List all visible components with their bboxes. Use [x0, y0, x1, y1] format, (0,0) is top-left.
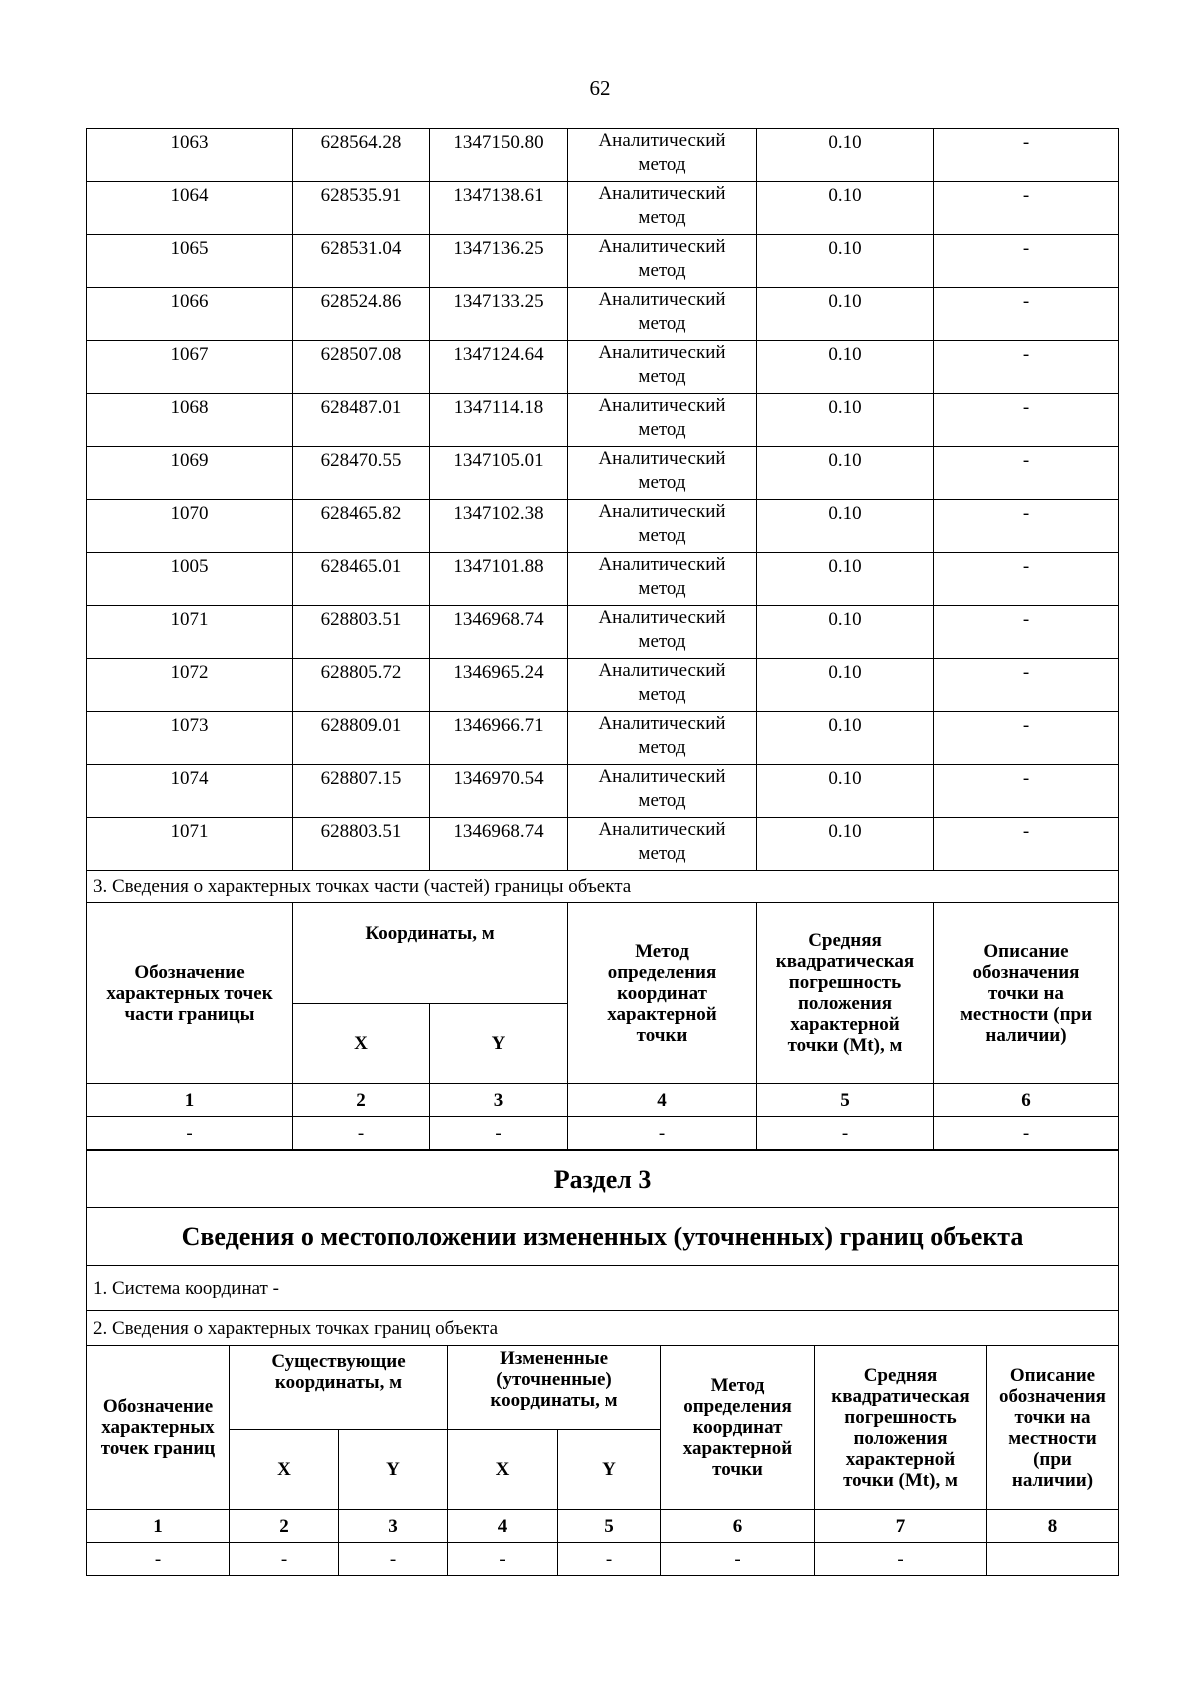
point-id: 1005 [87, 553, 293, 606]
empty-cell: - [815, 1543, 987, 1576]
column-number: 7 [815, 1510, 987, 1543]
mt-value: 0.10 [757, 394, 934, 447]
point-id: 1073 [87, 712, 293, 765]
column-number: 2 [293, 1084, 430, 1117]
empty-cell: - [558, 1543, 661, 1576]
header-changed-x: X [448, 1430, 558, 1510]
header-changed-y: Y [558, 1430, 661, 1510]
x-coordinate: 628465.82 [293, 500, 430, 553]
table1-column-numbers [87, 1084, 1119, 1117]
y-coordinate: 1347105.01 [430, 447, 568, 500]
method: Аналитический метод [568, 129, 757, 182]
empty-cell: - [430, 1117, 568, 1150]
empty-cell: - [87, 1543, 230, 1576]
table-row [87, 500, 1119, 553]
y-coordinate: 1347136.25 [430, 235, 568, 288]
x-coordinate: 628535.91 [293, 182, 430, 235]
y-coordinate: 1347124.64 [430, 341, 568, 394]
table-row [87, 659, 1119, 712]
point-description: - [934, 288, 1119, 341]
empty-cell: - [293, 1117, 430, 1150]
method: Аналитический метод [568, 553, 757, 606]
point-description: - [934, 818, 1119, 871]
header-existing-x: X [230, 1430, 339, 1510]
x-coordinate: 628564.28 [293, 129, 430, 182]
column-number: 1 [87, 1510, 230, 1543]
table-row [87, 341, 1119, 394]
x-coordinate: 628805.72 [293, 659, 430, 712]
x-coordinate: 628809.01 [293, 712, 430, 765]
point-description: - [934, 129, 1119, 182]
y-coordinate: 1347114.18 [430, 394, 568, 447]
method: Аналитический метод [568, 500, 757, 553]
point-id: 1064 [87, 182, 293, 235]
empty-cell: - [448, 1543, 558, 1576]
point-description: - [934, 765, 1119, 818]
page-number: 62 [589, 76, 611, 100]
y-coordinate: 1346965.24 [430, 659, 568, 712]
x-coordinate: 628807.15 [293, 765, 430, 818]
mt-value: 0.10 [757, 606, 934, 659]
column-number: 8 [987, 1510, 1119, 1543]
mt-value: 0.10 [757, 235, 934, 288]
column-number: 3 [339, 1510, 448, 1543]
boundary-points-table [86, 128, 1119, 1150]
table-row [87, 765, 1119, 818]
table-row [87, 712, 1119, 765]
empty-cell: - [757, 1117, 934, 1150]
point-id: 1069 [87, 447, 293, 500]
method: Аналитический метод [568, 341, 757, 394]
section-3-table [86, 1150, 1119, 1576]
y-coordinate: 1347138.61 [430, 182, 568, 235]
method: Аналитический метод [568, 182, 757, 235]
method: Аналитический метод [568, 606, 757, 659]
table1-empty-row [87, 1117, 1119, 1150]
empty-cell: - [934, 1117, 1119, 1150]
column-number: 6 [661, 1510, 815, 1543]
point-description: - [934, 394, 1119, 447]
table-row [87, 182, 1119, 235]
header-mt: Средняя квадратическая погрешность положения характерной точки (Mt), м [815, 1346, 987, 1510]
method: Аналитический метод [568, 818, 757, 871]
header-existing-coordinates: Существующие координаты, м [230, 1346, 448, 1430]
empty-cell: - [568, 1117, 757, 1150]
y-coordinate: 1346968.74 [430, 818, 568, 871]
method: Аналитический метод [568, 447, 757, 500]
column-number: 6 [934, 1084, 1119, 1117]
table-row [87, 129, 1119, 182]
header-designation: Обозначение характерных точек границ [87, 1346, 230, 1510]
y-coordinate: 1346966.71 [430, 712, 568, 765]
table-row [87, 606, 1119, 659]
method: Аналитический метод [568, 235, 757, 288]
empty-cell: - [87, 1117, 293, 1150]
y-coordinate: 1347102.38 [430, 500, 568, 553]
mt-value: 0.10 [757, 765, 934, 818]
empty-cell: - [230, 1543, 339, 1576]
table-row [87, 394, 1119, 447]
mt-value: 0.10 [757, 659, 934, 712]
y-coordinate: 1346970.54 [430, 765, 568, 818]
empty-cell [987, 1543, 1119, 1576]
part-points-caption-row [87, 871, 1119, 903]
mt-value: 0.10 [757, 553, 934, 606]
point-description: - [934, 606, 1119, 659]
y-coordinate: 1347133.25 [430, 288, 568, 341]
x-coordinate: 628470.55 [293, 447, 430, 500]
point-description: - [934, 500, 1119, 553]
empty-cell: - [339, 1543, 448, 1576]
point-description: - [934, 182, 1119, 235]
header-method: Метод определения координат характерной точки [568, 903, 757, 1084]
part-points-caption: 3. Сведения о характерных точках части (частей) границы объекта [87, 871, 1119, 903]
table-row [87, 235, 1119, 288]
header-coordinates: Координаты, м [293, 903, 568, 1004]
empty-cell: - [661, 1543, 815, 1576]
mt-value: 0.10 [757, 818, 934, 871]
point-description: - [934, 447, 1119, 500]
table-row [87, 818, 1119, 871]
x-coordinate: 628487.01 [293, 394, 430, 447]
point-id: 1071 [87, 818, 293, 871]
header-description: Описание обозначения точки на местности (при наличии) [934, 903, 1119, 1084]
header-y: Y [430, 1004, 568, 1084]
y-coordinate: 1346968.74 [430, 606, 568, 659]
mt-value: 0.10 [757, 341, 934, 394]
point-id: 1071 [87, 606, 293, 659]
section-subtitle: Сведения о местоположении измененных (уточненных) границ объекта [87, 1208, 1119, 1266]
x-coordinate: 628531.04 [293, 235, 430, 288]
y-coordinate: 1347101.88 [430, 553, 568, 606]
method: Аналитический метод [568, 765, 757, 818]
y-coordinate: 1347150.80 [430, 129, 568, 182]
method: Аналитический метод [568, 288, 757, 341]
mt-value: 0.10 [757, 500, 934, 553]
x-coordinate: 628803.51 [293, 818, 430, 871]
table-row [87, 447, 1119, 500]
header-designation: Обозначение характерных точек части границы [87, 903, 293, 1084]
point-id: 1070 [87, 500, 293, 553]
column-number: 2 [230, 1510, 339, 1543]
table2-column-numbers [87, 1510, 1119, 1543]
point-description: - [934, 341, 1119, 394]
column-number: 5 [558, 1510, 661, 1543]
header-changed-coordinates: Измененные (уточненные) координаты, м [448, 1346, 661, 1430]
mt-value: 0.10 [757, 712, 934, 765]
mt-value: 0.10 [757, 288, 934, 341]
section-title: Раздел 3 [87, 1151, 1119, 1208]
mt-value: 0.10 [757, 447, 934, 500]
point-id: 1072 [87, 659, 293, 712]
coord-system: 1. Система координат - [87, 1266, 1119, 1311]
header-x: X [293, 1004, 430, 1084]
table1-header-row [87, 903, 1119, 1004]
point-id: 1068 [87, 394, 293, 447]
column-number: 3 [430, 1084, 568, 1117]
x-coordinate: 628465.01 [293, 553, 430, 606]
mt-value: 0.10 [757, 129, 934, 182]
header-description: Описание обозначения точки на местности (при наличии) [987, 1346, 1119, 1510]
table2-header-row [87, 1346, 1119, 1430]
column-number: 1 [87, 1084, 293, 1117]
column-number: 5 [757, 1084, 934, 1117]
point-description: - [934, 712, 1119, 765]
point-description: - [934, 553, 1119, 606]
x-coordinate: 628524.86 [293, 288, 430, 341]
point-id: 1067 [87, 341, 293, 394]
method: Аналитический метод [568, 659, 757, 712]
points-caption-row [87, 1311, 1119, 1346]
point-id: 1074 [87, 765, 293, 818]
column-number: 4 [448, 1510, 558, 1543]
point-id: 1066 [87, 288, 293, 341]
section-title-row [87, 1151, 1119, 1208]
table-row [87, 288, 1119, 341]
coord-system-row [87, 1266, 1119, 1311]
method: Аналитический метод [568, 394, 757, 447]
table2-empty-row [87, 1543, 1119, 1576]
point-description: - [934, 659, 1119, 712]
method: Аналитический метод [568, 712, 757, 765]
section-subtitle-row [87, 1208, 1119, 1266]
header-mt: Средняя квадратическая погрешность положения характерной точки (Mt), м [757, 903, 934, 1084]
mt-value: 0.10 [757, 182, 934, 235]
x-coordinate: 628803.51 [293, 606, 430, 659]
boundary-points-body [87, 129, 1119, 1150]
header-existing-y: Y [339, 1430, 448, 1510]
point-description: - [934, 235, 1119, 288]
points-caption: 2. Сведения о характерных точках границ объекта [87, 1311, 1119, 1346]
point-id: 1063 [87, 129, 293, 182]
column-number: 4 [568, 1084, 757, 1117]
table-row [87, 553, 1119, 606]
point-id: 1065 [87, 235, 293, 288]
header-method: Метод определения координат характерной точки [661, 1346, 815, 1510]
x-coordinate: 628507.08 [293, 341, 430, 394]
